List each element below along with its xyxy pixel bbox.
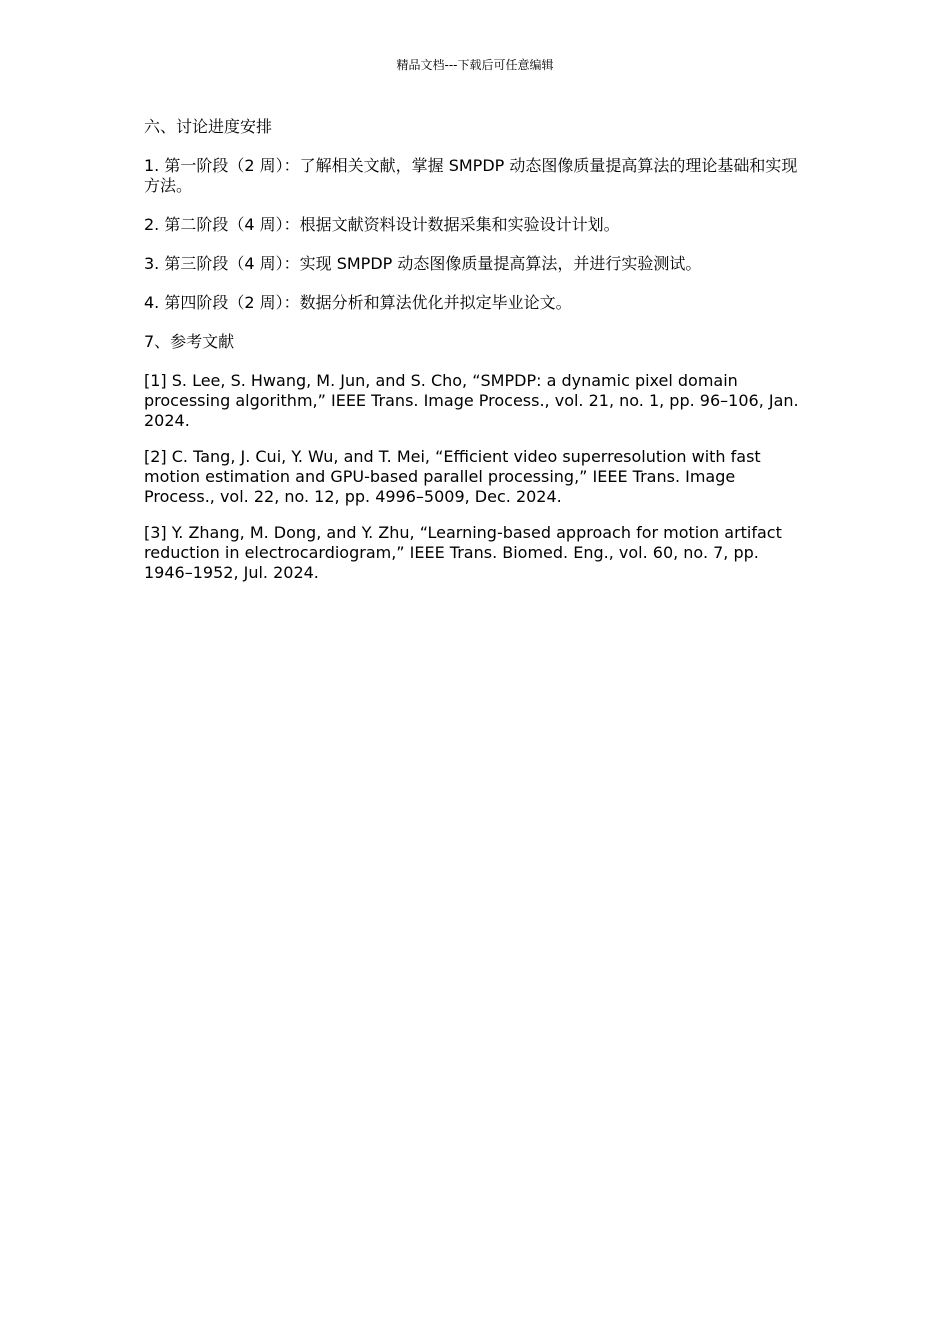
section-heading-references: 7、参考文献 [144, 332, 235, 351]
reference-item-1: [1] S. Lee, S. Hwang, M. Jun, and S. Cho, “SMPDP: a dynamic pixel domain processing algorithm,” IEEE Trans. Image Process., vol. 21, no. 1, pp. 96–106, Jan. 2024. [144, 371, 799, 430]
schedule-item-2: 2. 第二阶段（4 周）：根据文献资料设计数据采集和实验设计计划。 [144, 215, 620, 234]
schedule-item-3: 3. 第三阶段（4 周）：实现 SMPDP 动态图像质量提高算法，并进行实验测试。 [144, 254, 702, 273]
reference-item-3: [3] Y. Zhang, M. Dong, and Y. Zhu, “Learning-based approach for motion artifact reduction in electrocardiogram,” IEEE Trans. Biomed. Eng., vol. 60, no. 7, pp. 1946–1952, Jul. 2024. [144, 523, 782, 582]
document-body [144, 117, 809, 599]
schedule-item-1: 1. 第一阶段（2 周）：了解相关文献，掌握 SMPDP 动态图像质量提高算法的理论基础和实现方法。 [144, 156, 798, 195]
page-header: 精品文档---下载后可任意编辑 [396, 58, 554, 72]
reference-item-2: [2] C. Tang, J. Cui, Y. Wu, and T. Mei, “Efficient video superresolution with fast motion estimation and GPU-based parallel processing,” IEEE Trans. Image Process., vol. 22, no. 12, pp. 4996–5009, Dec. 2024. [144, 447, 761, 506]
section-heading-schedule: 六、讨论进度安排 [144, 117, 273, 136]
schedule-item-4: 4. 第四阶段（2 周）：数据分析和算法优化并拟定毕业论文。 [144, 293, 572, 312]
